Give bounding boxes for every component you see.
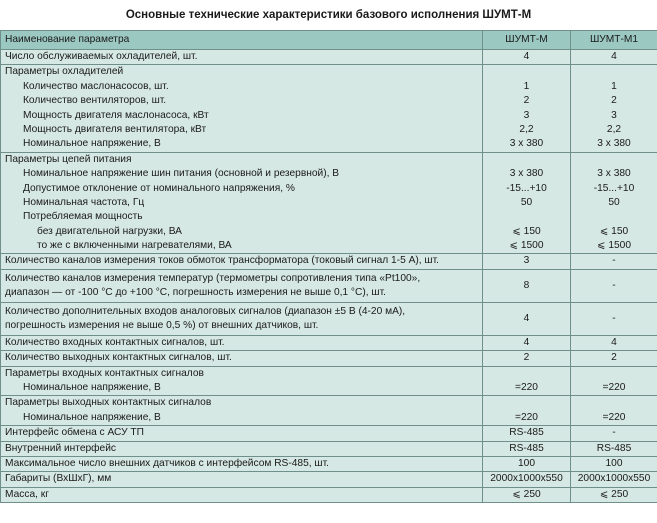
value-m: =220 [515, 382, 538, 394]
sub-label: без двигательной нагрузки, ВА [37, 225, 182, 237]
sub-label: Мощность двигателя вентилятора, кВт [23, 123, 207, 135]
value-m1: 2 [571, 351, 657, 366]
value-m: 4 [483, 302, 571, 335]
value-m1: 3 х 380 [597, 168, 631, 180]
param-label: Количество входных контактных сигналов, шт. [1, 335, 483, 350]
value-m1: 4 [571, 50, 657, 65]
param-group [1, 152, 483, 254]
value-m1: 50 [608, 196, 620, 208]
values-m1 [571, 366, 657, 396]
value-m1: =220 [602, 411, 626, 423]
values-m [483, 366, 571, 396]
param-label: Количество выходных контактных сигналов, шт. [1, 351, 483, 366]
header-shumt-m: ШУМТ-М [483, 31, 571, 50]
value-m: ⩽ 1500 [509, 240, 544, 252]
param-label: Внутренний интерфейс [1, 441, 483, 456]
value-m1: - [571, 426, 657, 441]
sub-label: Количество маслонасосов, шт. [23, 80, 169, 92]
sub-label: то же с включенными нагревателями, ВА [37, 240, 232, 252]
value-m1: RS-485 [571, 441, 657, 456]
param-label: Масса, кг [1, 487, 483, 502]
label-line: Количество дополнительных входов аналоговых сигналов (диапазон ±5 В (4-20 мА), [5, 305, 406, 317]
value-m1: ⩽ 250 [571, 487, 657, 502]
table-row [1, 254, 657, 269]
value-m: 2 [483, 351, 571, 366]
value-m: 4 [483, 50, 571, 65]
param-group [1, 366, 483, 396]
table-row [1, 366, 657, 396]
value-m: 3 х 380 [509, 138, 544, 150]
group-label: Параметры входных контактных сигналов [5, 367, 204, 379]
value-m1: 2,2 [606, 123, 622, 135]
sub-label: Количество вентиляторов, шт. [23, 95, 167, 107]
header-shumt-m1: ШУМТ-М1 [571, 31, 657, 50]
param-label: Число обслуживаемых охладителей, шт. [1, 50, 483, 65]
value-m1: - [571, 269, 657, 302]
group-label: Параметры выходных контактных сигналов [5, 397, 212, 409]
values-m [483, 396, 571, 426]
param-label: Количество каналов измерения токов обмоток трансформатора (токовый сигнал 1-5 А), шт. [1, 254, 483, 269]
value-m1: -15...+10 [593, 182, 635, 194]
param-label [1, 302, 483, 335]
value-m1: 2000х1000х550 [571, 472, 657, 487]
param-label: Интерфейс обмена с АСУ ТП [1, 426, 483, 441]
group-label: Параметры охладителей [5, 66, 124, 78]
value-m: 4 [483, 335, 571, 350]
value-m: ⩽ 150 [512, 225, 541, 237]
spec-table [0, 30, 657, 503]
value-m: 2000х1000х550 [483, 472, 571, 487]
value-m: 1 [523, 80, 530, 92]
value-m1: - [571, 254, 657, 269]
value-m1: - [571, 302, 657, 335]
table-row [1, 269, 657, 302]
sub-label: Номинальное напряжение, В [23, 382, 161, 394]
value-m: 2,2 [519, 123, 534, 135]
param-group [1, 396, 483, 426]
value-m: -15...+10 [506, 182, 547, 194]
param-label: Габариты (ВхШхГ), мм [1, 472, 483, 487]
value-m1: ⩽ 150 [599, 225, 629, 237]
value-m1: 4 [571, 335, 657, 350]
table-row [1, 152, 657, 254]
header-row [1, 31, 657, 50]
value-m1: 1 [611, 80, 617, 92]
table-row [1, 487, 657, 502]
value-m: 3 [483, 254, 571, 269]
header-param: Наименование параметра [1, 31, 483, 50]
value-m: 100 [483, 457, 571, 472]
value-m: RS-485 [483, 426, 571, 441]
table-title: Основные технические характеристики базового исполнения ШУМТ-М [125, 9, 532, 21]
value-m: =220 [515, 411, 538, 423]
label-line: диапазон — от -100 °С до +100 °С, погрешность измерения не выше 0,1 °С), шт. [5, 286, 386, 298]
value-m: 3 [523, 109, 530, 121]
label-line: Количество каналов измерения температур (термометры сопротивления типа «Pt100», [5, 272, 421, 284]
sub-label: Номинальная частота, Гц [23, 196, 145, 208]
value-m1: 3 [611, 109, 617, 121]
values-m [483, 152, 571, 254]
value-m1: =220 [602, 382, 626, 394]
value-m: 8 [483, 269, 571, 302]
sub-label: Мощность двигателя маслонасоса, кВт [23, 109, 209, 121]
sub-label: Допустимое отклонение от номинального напряжения, % [23, 182, 295, 194]
table-row [1, 302, 657, 335]
table-row [1, 472, 657, 487]
table-row [1, 50, 657, 65]
value-m: 50 [520, 196, 533, 208]
sub-label: Номинальное напряжение, В [23, 138, 161, 150]
table-row [1, 351, 657, 366]
sub-label: Номинальное напряжение, В [23, 411, 161, 423]
param-label: Максимальное число внешних датчиков с интерфейсом RS-485, шт. [1, 457, 483, 472]
value-m1: 3 х 380 [597, 138, 631, 150]
table-row [1, 335, 657, 350]
value-m: 3 х 380 [509, 168, 544, 180]
value-m: RS-485 [483, 441, 571, 456]
sub-label: Номинальное напряжение шин питания (основной и резервной), В [23, 168, 340, 180]
label-line: погрешность измерения не выше 0,5 %) от внешних датчиков, шт. [5, 319, 319, 331]
table-row [1, 396, 657, 426]
values-m1 [571, 152, 657, 254]
values-m1 [571, 396, 657, 426]
table-row [1, 65, 657, 152]
param-label [1, 269, 483, 302]
values-m [483, 65, 571, 152]
group-label: Параметры цепей питания [5, 153, 132, 165]
value-m1: 100 [571, 457, 657, 472]
value-m1: ⩽ 1500 [596, 240, 632, 252]
value-m1: 2 [611, 95, 617, 107]
values-m1 [571, 65, 657, 152]
value-m: 2 [523, 95, 530, 107]
param-group [1, 65, 483, 152]
table-row [1, 441, 657, 456]
sub-label: Потребляемая мощность [23, 211, 143, 223]
table-row [1, 457, 657, 472]
table-row [1, 426, 657, 441]
value-m: ⩽ 250 [483, 487, 571, 502]
